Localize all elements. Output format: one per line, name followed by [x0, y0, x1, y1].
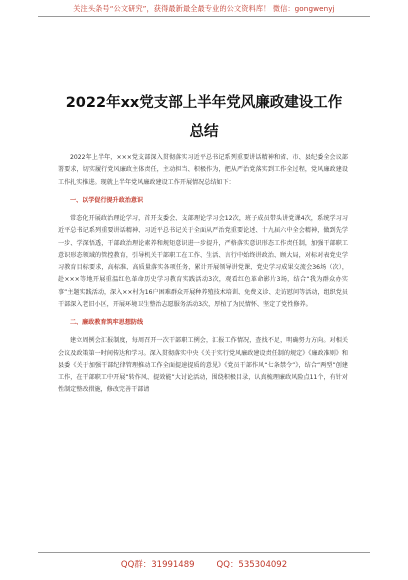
header-divider: [38, 16, 370, 17]
footer-divider: [38, 552, 370, 553]
qq-group-number: QQ群：31991489: [120, 560, 195, 570]
section-paragraph-1: 常态化开展政治理论学习，首开支委会、支部理论学习会12次，班子成员带头讲党课4次，系统学习习近平总书记系列重要讲话精神、习近平总书记关于全面从严治党重要论述、十九届六中全会精神，做到先学一步、学深悟透，干部政治理论素养和规矩意识进一步提升，严格落实意识形态工作责任制，加强干部职工意识形态领域的管控教育，引导机关干部职工在工作、生活、言行中始终讲政治、顾大局，对标对表党史学习教育目标要求，高标准、高质量落实各项任务，累计开展领导讲党课、党史学习成果交流会36场（次），赴×××等地开展重温红色革命历史学习教育实践活动3次，观看红色革命影片3场，结合“我为群众办实事”主题实践活动，深入××村为16户困难群众开展种养殖技术培训、免费义诊、走访慰问等活动，组织党员干部深入老旧小区，开展环境卫生整治志愿服务活动3次，厚植了为民情怀、坚定了党性修养。: [58, 215, 348, 308]
footer-contact: [0, 558, 408, 570]
document-body: [58, 152, 348, 403]
section-heading-1: 一、以学促行提升政治意识: [70, 196, 144, 204]
section-paragraph-2: 建立周例会汇报制度，每周召开一次干部职工例会，汇报工作情况，查找不足，明确努力方向。对相关会议及政策第一时间传达和学习。深入贯彻落实中央《关于实行党风廉政建设责任制的规定》《廉政准则》和县委《关于加强干部纪律管理推动工作全面提速提质的意见》《党员干部作风“七条禁令”》，结合“两型”创建工作，在干部职工中开展“转作风、提效能”大讨论活动，围绕积极目录，认真梳理廉政风险点11个，有针对性制定整改措施，修改完善干部请: [58, 337, 348, 394]
section-heading-2: 二、廉政教育筑牢思想防线: [70, 319, 144, 326]
qq-number: QQ：535304092: [216, 560, 288, 570]
document-title-line2: 总结: [189, 124, 219, 140]
header-banner: 关注头条号“公文研究”，获得最新最全最专业的公文资料库！ 微信：gongwenyj: [73, 4, 335, 13]
intro-paragraph: 2022年上半年，×××党支部深入贯彻落实习近平总书记系列重要讲话精神和省、市、县纪委全会议部署要求，切实履行党风廉政主体责任，主动担当、积极作为，把从严治党落实到工作全过程，党风廉政建设工作扎实推进。现就上半年党风廉政建设工作开展情况总结如下：: [58, 154, 348, 186]
document-title: 2022年xx党支部上半年党风廉政建设工作: [65, 95, 343, 111]
